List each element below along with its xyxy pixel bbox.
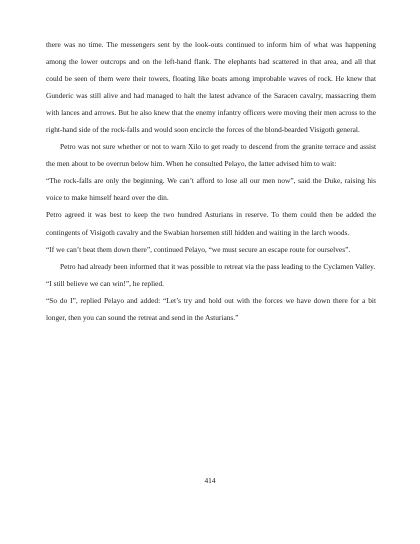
page-number: 414 bbox=[204, 476, 216, 485]
paragraph: “The rock-falls are only the beginning. We can’t afford to lose all our men now”, said the Duke, raising his voice to make himself heard over the din. bbox=[46, 176, 376, 203]
paragraph: Petro was not sure whether or not to warn Xilo to get ready to descend from the granite terrace and assist the men about to be overrun below him. When he consulted Pelayo, the latter advised him to wait: bbox=[46, 142, 376, 169]
paragraph: Petro had already been informed that it was possible to retreat via the pass leading to the Cyclamen Valley. bbox=[60, 261, 376, 271]
paragraph: Petro agreed it was best to keep the two hundred Asturians in reserve. To them could then be added the contingents of Visigoth cavalry and the Swabian horsemen still hidden and waiting in the larch woods. bbox=[46, 210, 376, 237]
paragraph: “So do I”, replied Pelayo and added: “Let’s try and hold out with the forces we have down there for a bit longer, then you can sound the retreat and send in the Asturians.” bbox=[46, 295, 376, 322]
body-text bbox=[46, 36, 376, 326]
paragraph: “If we can’t beat them down there”, continued Pelayo, “we must secure an escape route for ourselves”. bbox=[46, 244, 351, 254]
paragraph: there was no time. The messengers sent by the look-outs continued to inform him of what was happening among the lower outcrops and on the left-hand flank. The elephants had scattered in that area, and all that could be seen of them were their towers, floating like boats among improbable waves of rock. He knew that Gunderic was still alive and had managed to halt the latest advance of the Saracen cavalry, massacring them with lances and arrows. But he also knew that the enemy infantry officers were moving their men across to the right-hand side of the rock-falls and would soon encircle the forces of the blond-bearded Visigoth general. bbox=[46, 40, 376, 135]
paragraph: “I still believe we can win!”, he replied. bbox=[46, 278, 164, 288]
